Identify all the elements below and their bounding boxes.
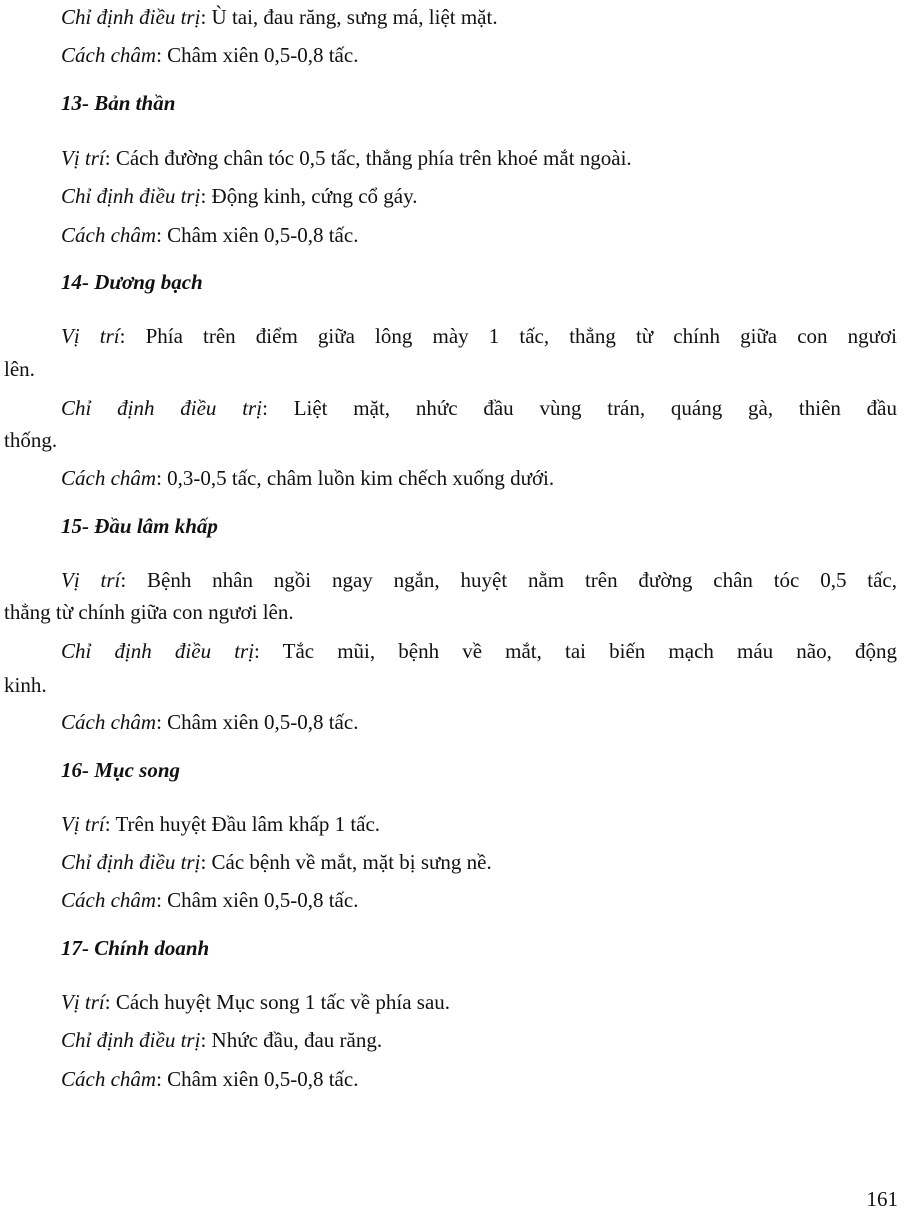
- section-heading: 15- Đầu lâm khấp: [61, 514, 218, 538]
- technique-text: : Châm xiên 0,5-0,8 tấc.: [156, 888, 359, 912]
- indication-label: Chỉ định điều trị: [61, 850, 201, 874]
- location-text: : Trên huyệt Đầu lâm khấp 1 tấc.: [104, 812, 381, 836]
- technique-line: [61, 887, 358, 913]
- location-label: Vị trí: [61, 146, 105, 170]
- indication-text: : Động kinh, cứng cổ gáy.: [200, 184, 418, 208]
- location-label: Vị trí: [61, 812, 105, 836]
- section-heading: 17- Chính doanh: [61, 936, 210, 960]
- technique-text: : Châm xiên 0,5-0,8 tấc.: [156, 1067, 359, 1091]
- location-line: [61, 323, 897, 349]
- indication-line-continued: thống.: [4, 428, 58, 452]
- technique-text: : Châm xiên 0,5-0,8 tấc.: [156, 223, 359, 247]
- indication-label: Chỉ định điều trị: [61, 5, 201, 29]
- location-label: Vị trí: [61, 324, 120, 348]
- technique-line: [61, 1066, 358, 1092]
- indication-line: [61, 849, 492, 875]
- technique-line: [61, 42, 358, 68]
- technique-label: Cách châm: [61, 888, 157, 912]
- indication-label: Chỉ định điều trị: [61, 396, 263, 420]
- technique-line: [61, 465, 554, 491]
- location-text: : Cách đường chân tóc 0,5 tấc, thẳng phía trên khoé mắt ngoài.: [104, 146, 632, 170]
- location-line: [61, 145, 632, 171]
- indication-line: [61, 4, 498, 30]
- indication-label: Chỉ định điều trị: [61, 184, 201, 208]
- indication-line: [61, 1027, 382, 1053]
- location-text: : Phía trên điểm giữa lông mày 1 tấc, thẳng từ chính giữa con ngươi: [119, 324, 897, 348]
- indication-line: [61, 395, 897, 421]
- indication-line-continued: kinh.: [4, 673, 47, 697]
- indication-text: : Các bệnh về mắt, mặt bị sưng nề.: [200, 850, 492, 874]
- indication-text: : Tắc mũi, bệnh về mắt, tai biến mạch máu não, động: [254, 639, 897, 663]
- page-number: 161: [866, 1187, 898, 1211]
- section-heading: 16- Mục song: [61, 758, 181, 782]
- technique-text: : Châm xiên 0,5-0,8 tấc.: [156, 710, 359, 734]
- technique-label: Cách châm: [61, 43, 157, 67]
- technique-line: [61, 222, 358, 248]
- indication-line: [61, 183, 418, 209]
- technique-label: Cách châm: [61, 1067, 157, 1091]
- location-line: [61, 989, 450, 1015]
- technique-label: Cách châm: [61, 466, 157, 490]
- indication-line: [61, 638, 897, 664]
- indication-text: : Nhức đầu, đau răng.: [200, 1028, 383, 1052]
- indication-label: Chỉ định điều trị: [61, 639, 255, 663]
- technique-text: : 0,3-0,5 tấc, châm luồn kim chếch xuống dưới.: [156, 466, 555, 490]
- location-text: : Bệnh nhân ngồi ngay ngắn, huyệt nằm trên đường chân tóc 0,5 tấc,: [120, 568, 897, 592]
- location-line-continued: thẳng từ chính giữa con ngươi lên.: [4, 600, 294, 624]
- location-text: : Cách huyệt Mục song 1 tấc về phía sau.: [104, 990, 451, 1014]
- location-label: Vị trí: [61, 568, 121, 592]
- indication-text: : Liệt mặt, nhức đầu vùng trán, quáng gà, thiên đầu: [262, 396, 897, 420]
- location-line-continued: lên.: [4, 357, 35, 381]
- location-line: [61, 811, 380, 837]
- technique-label: Cách châm: [61, 710, 157, 734]
- technique-label: Cách châm: [61, 223, 157, 247]
- section-heading: 14- Dương bạch: [61, 270, 203, 294]
- indication-text: : Ù tai, đau răng, sưng má, liệt mặt.: [200, 5, 498, 29]
- technique-line: [61, 709, 358, 735]
- indication-label: Chỉ định điều trị: [61, 1028, 201, 1052]
- technique-text: : Châm xiên 0,5-0,8 tấc.: [156, 43, 359, 67]
- location-label: Vị trí: [61, 990, 105, 1014]
- location-line: [61, 567, 897, 593]
- section-heading: 13- Bản thần: [61, 91, 176, 115]
